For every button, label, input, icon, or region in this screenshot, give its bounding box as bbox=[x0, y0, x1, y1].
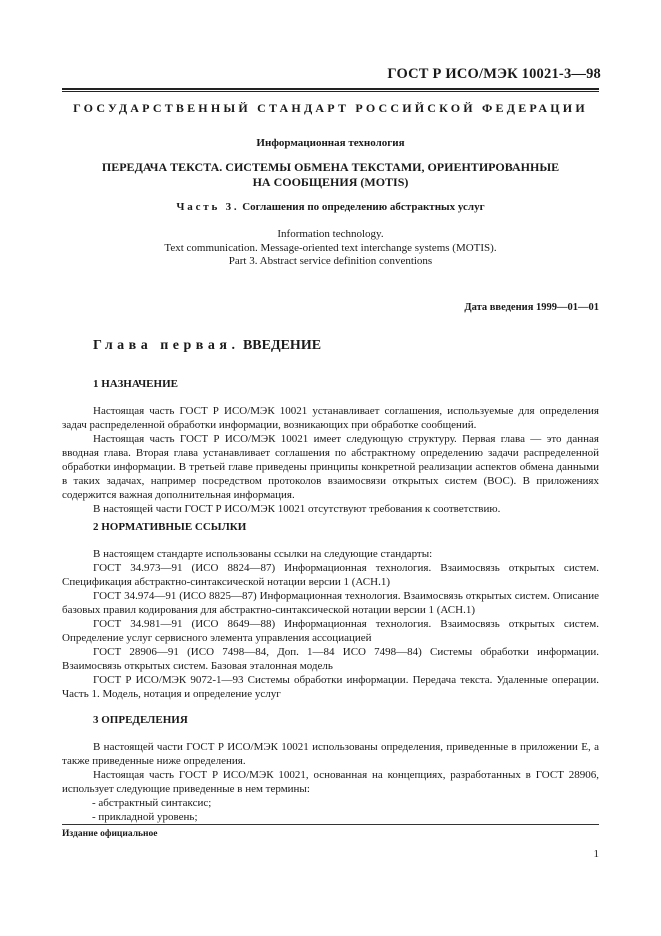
subject-line: Информационная технология bbox=[256, 137, 405, 149]
section-3-heading: 3 ОПРЕДЕЛЕНИЯ bbox=[93, 714, 188, 726]
reference-item: ГОСТ 34.974—91 (ИСО 8825—87) Информационная технология. Взаимосвязь открытых систем. Описание базовых правил кодирования для абстрактно-синтаксической нотации версии 1 (АСН.1) bbox=[62, 590, 599, 616]
paragraph: Настоящая часть ГОСТ Р ИСО/МЭК 10021, основанная на концепциях, разработанных в ГОСТ 28906, использует следующие приведенные в нем термины: bbox=[62, 769, 599, 795]
section-3-body bbox=[62, 740, 599, 824]
state-standard-heading: ГОСУДАРСТВЕННЫЙ СТАНДАРТ РОССИЙСКОЙ ФЕДЕРАЦИИ bbox=[73, 101, 588, 115]
list-item: - абстрактный синтаксис; bbox=[92, 797, 212, 809]
paragraph: В настоящей части ГОСТ Р ИСО/МЭК 10021 использованы определения, приведенные в приложении Е, а также приведенные ниже определения. bbox=[62, 741, 599, 767]
paragraph: В настоящем стандарте использованы ссылки на следующие стандарты: bbox=[93, 548, 433, 560]
paragraph: Настоящая часть ГОСТ Р ИСО/МЭК 10021 имеет следующую структуру. Первая глава — это данная вводная глава. Вторая глава устанавливает соглашения по абстрактному определению задачи распределенной обработки информации. В третьей главе приведены принципы конкретной реализации аспектов обмена данными в таких задачах, например посредством протоколов взаимосвязи открытых систем (ВОС). В приложениях содержится важная дополнительная информация. bbox=[62, 433, 599, 501]
english-title bbox=[62, 228, 599, 269]
section-1-body bbox=[62, 404, 599, 516]
title-line-2: НА СООБЩЕНИЯ (MOTIS) bbox=[252, 175, 409, 189]
introduction-date: Дата введения 1999—01—01 bbox=[464, 302, 599, 313]
english-title-line-2: Text communication. Message-oriented text interchange systems (MOTIS). bbox=[164, 241, 497, 254]
english-title-line-3: Part 3. Abstract service definition conventions bbox=[228, 255, 433, 267]
reference-item: ГОСТ 34.981—91 (ИСО 8649—88) Информационная технология. Взаимосвязь открытых систем. Определение услуг сервисного элемента управления ассоциацией bbox=[62, 618, 599, 644]
section-1-heading: 1 НАЗНАЧЕНИЕ bbox=[93, 378, 178, 390]
chapter-title: ВВЕДЕНИЕ bbox=[242, 338, 322, 353]
page-number: 1 bbox=[593, 848, 599, 860]
chapter-label: Глава первая. bbox=[93, 338, 240, 353]
document-title bbox=[62, 160, 599, 190]
header-rule-bottom bbox=[62, 91, 599, 92]
reference-item: ГОСТ 34.973—91 (ИСО 8824—87) Информационная технология. Взаимосвязь открытых систем. Спецификация абстрактно-синтаксической нотации версии 1 (АСН.1) bbox=[62, 562, 599, 588]
part-line bbox=[62, 201, 599, 213]
part-label: Часть 3. bbox=[176, 201, 240, 213]
header-rule-top bbox=[62, 88, 599, 90]
edition-label: Издание официальное bbox=[62, 829, 158, 839]
reference-item: ГОСТ 28906—91 (ИСО 7498—84, Доп. 1—84 ИСО 7498—84) Системы обработки информации. Взаимосвязь открытых систем. Базовая эталонная модель bbox=[62, 646, 599, 672]
section-2-body bbox=[62, 547, 599, 701]
english-title-line-1: Information technology. bbox=[277, 228, 384, 240]
reference-item: ГОСТ Р ИСО/МЭК 9072-1—93 Системы обработки информации. Передача текста. Удаленные операции. Часть 1. Модель, нотация и определение услуг bbox=[62, 674, 599, 700]
section-2-heading: 2 НОРМАТИВНЫЕ ССЫЛКИ bbox=[93, 521, 247, 533]
footer-rule bbox=[62, 824, 599, 825]
document-code: ГОСТ Р ИСО/МЭК 10021-3—98 bbox=[387, 66, 601, 82]
chapter-heading bbox=[93, 338, 321, 354]
paragraph: В настоящей части ГОСТ Р ИСО/МЭК 10021 отсутствуют требования к соответствию. bbox=[93, 503, 501, 515]
title-line-1: ПЕРЕДАЧА ТЕКСТА. СИСТЕМЫ ОБМЕНА ТЕКСТАМИ, ОРИЕНТИРОВАННЫЕ bbox=[101, 160, 560, 174]
part-title: Соглашения по определению абстрактных услуг bbox=[242, 201, 485, 213]
list-item: - прикладной уровень; bbox=[92, 811, 198, 823]
paragraph: Настоящая часть ГОСТ Р ИСО/МЭК 10021 устанавливает соглашения, используемые для определения задач распределенной обработки информации, возникающих при обработке сообщений. bbox=[62, 405, 599, 431]
